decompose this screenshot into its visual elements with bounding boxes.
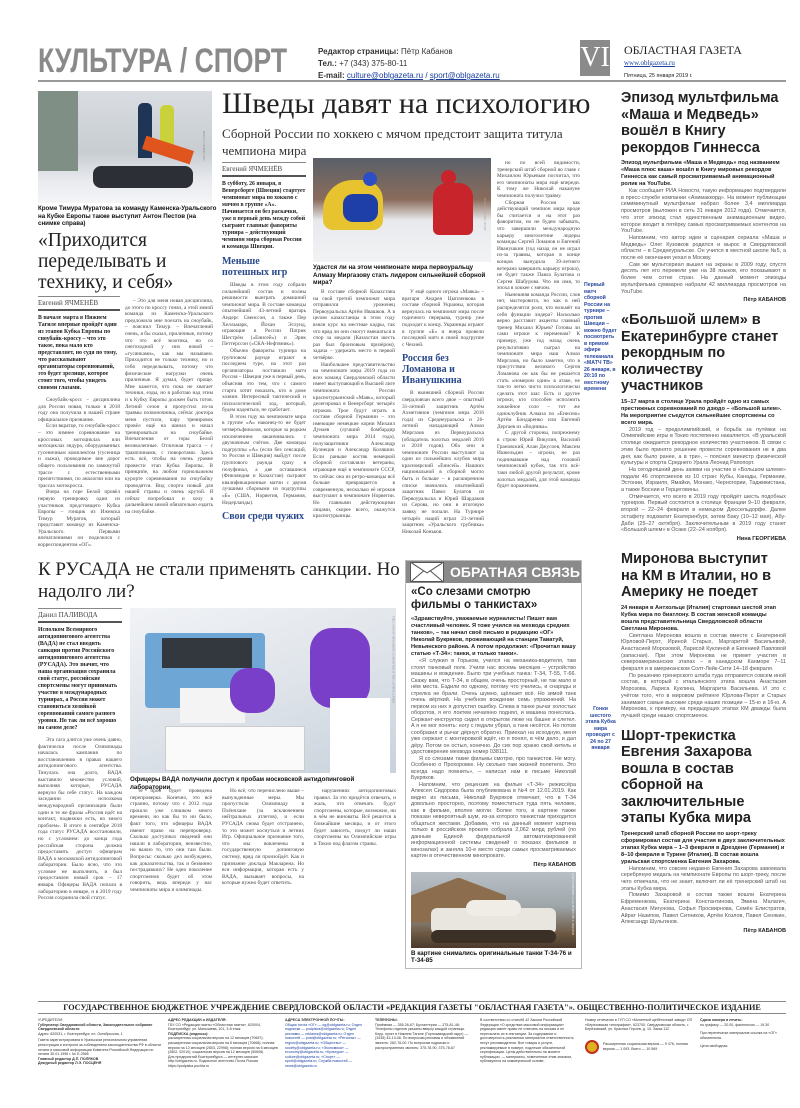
masha-headline: Эпизод мультфильма «Маша и Медведь» вошёл в Книгу рекордов Гиннесса	[621, 90, 779, 156]
feedback-box	[405, 560, 582, 969]
article-body	[313, 289, 395, 520]
imprint-printing	[585, 1018, 695, 1054]
byline: Данил ПАЛИВОДА	[38, 608, 122, 623]
paragraph: Как сообщает РИА Новости, такую информацию подтвердили в пресс-службе компании «Анимаккорд». На момент публикации семиминутный мультфильм набрал более 3,4 миллиарда просмотров (выложен в сеть 31 января 2012 года). Отмечается, что этот эпизод стал единственным анимационным видео, которое входит в пятёрку самых просматриваемых контентов на YouTube.	[621, 188, 786, 235]
paragraph: но по всей видимости, тренерский штаб сборной во главе с Михаилом Юрьевым посчитал, что его чемпионаты мира ещё впереди. К тому же Николай накануне чемпионата получил травму.	[497, 160, 580, 199]
paragraph: Эта сага длится уже очень давно, фактически после Олимпиады началась кампания по восстановлению в правах нашего антидопингового агентства. Тянулась она долго, ВАДА выставило множество условий, выполняя которые, РУСАДА вернуло бы себе статус. На каждом заседании исполкома международной организации были одни и те же фразы «Россия идёт на контакт, подвижки есть, но много проблем». В итоге в сентябре 2018 года статус РУСАДА восстановили, но с условием: до конца года российская сторона должна предоставить доступ офицерам ВАДА к московской антидопинговой лаборатории. Было ясно, что это условие не выполнить, и был предоставлен новый срок – 17 января. Офицеры ВАДА попали в лабораторию в январе, и в 2019 году Россия сохранила свой статус.	[38, 737, 122, 902]
tank-photo-caption: В картине снимались оригинальные танки Т-34-76 и Т-34-85	[411, 949, 572, 964]
tank-photo	[411, 872, 576, 948]
paragraph: Помимо Захаровой в состав также вошли Екатерина Ефременкова, Екатерина Константинова, Эмина Малагич, Анастасия Мигунова, Софья Просвирнова, Семён Елистратов, Айрат Назипов, Павел Ситников, Артём Козлов, Павел Сенякин, Александр Шульгинов.	[621, 892, 786, 926]
bandy-col-1	[222, 162, 306, 526]
article-body	[314, 788, 396, 847]
email-label: E-mail:	[318, 71, 345, 80]
paragraph: Обычно фавориты турнира на групповом раунде играют в последнем туре, на этот раз организаторы поставили матч Россия – Швеция уже в первый день, объясняя это тем, что с самого старта хотят показать, кто в доме хозяин. Интересный тактический и психологический ход, который, будем надеяться, не сработает.	[222, 347, 306, 414]
circulation: Расширенная социальная версия — 9 476, полная версия — 1 093. Всего — 10 569	[603, 1042, 688, 1051]
snowbike-caption: Кроме Тимура Муратова за команду Каменска-Уральского на Кубке Европы также выступит Антон Пестов (на снимке справа)	[38, 205, 217, 227]
photo-credit: ПРЕСС-СЛУЖБА ОКС	[202, 131, 206, 162]
paragraph: Напомним, что рецензия на фильм «Т-34» режиссёра Алексея Сидорова была опубликована в №4 от 12.01.2019. Как видно из письма, Николай Букряков отмечает, что в Т-34 довольно просторно, поэтому поместиться туда пять человек, как в фильме, вполне могли. Более того, в картине также показан невероятный шум, из-за которого танкистам приходится общаться жестами. Добавим, что на данный момент картина только в российском прокате собрала 2,062 млрд рублей (по данным Единой федеральной автоматизированной информационной системы сведений о показах фильмов в кинозалах) и заняла 10-е место среди самых просматриваемых картин в отечественном кинопрокате.	[411, 781, 576, 859]
judo-body	[621, 427, 786, 534]
imprint-title: ТЕЛЕФОНЫ:	[375, 1018, 398, 1022]
founders-address: Адрес: 620031, г. Екатеринбург, пл. Октябрьская, 1	[38, 1031, 123, 1036]
bandy-photo	[313, 158, 491, 262]
imprint-address	[168, 1018, 280, 1069]
paragraph: На сегодняшний день заявки на участие в «Большом шлеме» подали 46 спортсменов из 10 стран: Кубы, Канады, Германии, Эстонии, Израиля, Ямайки, Монако, Черногории, Таджикистана, а также Боснии и Герцеговины.	[621, 466, 786, 494]
imprint-title: ПОДПИСКА (индексы):	[168, 1031, 209, 1036]
lead: В субботу, 26 января, в Венерсборге (Швеция) стартует чемпионат мира по хоккею с мячом в группе «А». Начинается он без раскачки, уже в первый день между собой сыграют главные фавориты турнира – действующий чемпион мира сборная России и команда Швеции.	[222, 181, 306, 250]
paragraph: Отмечается, что всего в 2019 году пройдёт шесть подобных турниров. Первый состоится в столице Франции 9–10 февраля, второй – 22–24 февраля в немецком Дюссельдорфе. Далее эстафету подхватит Екатеринбург, затем Баку (10–12 мая), Абу-Даби (25–27 октября). Заключительным в 2019 году станет «Большой шлем» в Осаке (22–24 ноября).	[621, 493, 786, 534]
article-body	[222, 788, 304, 887]
judo-headline: «Большой шлем» в Екатеринбурге станет рекордным по количеству участников	[621, 312, 779, 395]
imprint-title: УЧРЕДИТЕЛИ:	[38, 1018, 64, 1022]
photo-credit: КАДР ИЗ ФИЛЬМА «Т-34», РЕЖИССЁР А. СИДОРОВ	[571, 872, 575, 935]
paragraph: Нынешняя команда России, слов нет, мастеровита, но как в ней распределятся роли, кто возьмёт на себя функции лидера? Насколько верно расставит акценты главный тренер Михаил Юрьев? Готовы ли сами игроки к переменам? К примеру, уже год назад очень результативно сыграл на чемпионате мира наш Алмаз Миргазов, но было заметно, что в присутствии великого Сергея Ломанова он как бы не решается стать «номером один» в атаке, не так-то легко чисто психологически сделать этот шаг. Есть и другие игроки, кто способен исполнить хоккейное соло – тот же одноклубник Алмаза по «Енисею» Артём Бондаренко или Евгений Дергаев из «Водника».	[497, 291, 580, 430]
section-rubric: КУЛЬТУРА / СПОРТ	[38, 42, 288, 80]
feedback-lead: «Здравствуйте, уважаемые журналисты! Пишет вам счастливый человек. Я тоже учился на мехвода средних танков», – так начал своё письмо в редакцию «ОГ» Николай Букряков, проживающий на станции Таватуй, Невьянского района. А потом продолжил: «Прочитал вашу статью «Т-34»: танки, и только танки».	[411, 616, 576, 657]
paragraph: 2019 год – предолимпийский, и борьба за путёвки на Олимпийские игры в Токио постепенно накаляется. «В уральской столице ожидается рекордное количество участников. В связи с этим было принято решение провести соревнования не в два дня, как было ранее, а в три», – пояснил министр физической культуры и спорта Среднего Урала Леонид Рапопорт.	[621, 426, 786, 467]
editor-info	[318, 46, 500, 82]
site-link[interactable]: www.oblgazeta.ru	[624, 59, 675, 67]
bandy-headline: Шведы давят на психологию	[222, 87, 591, 120]
emails: Общая почта «ОГ» — og@oblgazeta.ru; Отдел подписки — podpiska@oblgazeta.ru; Отдел рекламы — reklama@oblgazeta.ru; Отдел новостей — post@oblgazeta.ru; «Регионы» — region@oblgazeta.ru; «Общество» — society@oblgazeta.ru; «Экономика» — economy@oblgazeta.ru; «Культура» — culture@oblgazeta.ru; «Спорт» — sport@oblgazeta.ru; Служба новостей — news@oblgazeta.ru	[285, 1022, 362, 1068]
imprint-legal: В соответствии со статьёй 42 Закона Российской Федерации «О средствах массовой информации» редакция имеет право не отвечать на письма и не пересылать их в инстанции. За содержание и достоверность рекламных материалов ответственность несут рекламодатели. Все товары и услуги, рекламируемые в номере, подлежат обязательной сертификации. Цены действительны на момент публикации. — материалы, помеченные этим значком, публикуются на коммерческой основе.	[480, 1018, 574, 1064]
photo-credit: THE LONDON ORGANISING COMMITTEE OF THE OLYMPIC GAMES	[391, 616, 395, 704]
tel: +7 (343) 375-80-11	[339, 59, 408, 68]
byline: Евгений ЯЧМЕНЁВ	[222, 162, 306, 177]
deadline: по графику — 20.00, фактически — 19.30	[700, 1022, 770, 1027]
zakharova-lead: Тренерский штаб сборной России по шорт-треку сформировал состав для участия в двух заключительных этапах Кубка мира – 1–3 февраля в Дрездене (Германия) и 8–10 февраля в Турине (Италия). В состав вошла уральская спортсменка Евгения Захарова.	[621, 830, 785, 865]
masha-lead: Эпизод мультфильма «Маша и Медведь» под названием «Маша плюс каша» вошёл в Книгу мировых рекордов Гиннесса как самый просматриваемый анимационный ролик на YouTube.	[621, 160, 780, 187]
paragraph: Я со слезами такие фильмы смотрю, про танкистов. Не могу. Особенно о Прохоровке. Ну сколько там жизней полетело. Это всегда надо помнить», – написал нам в письме Николай Букряков.	[411, 755, 576, 781]
mironova-headline: Миронова выступит на КМ в Италии, но в Америку не поедет	[621, 551, 771, 600]
paragraph: У ещё одного игрока «Маяка» – вратаря Андрея Цыпленкова в составе сборной Украины, которая вернулась на чемпионат мира после годичного перерыва, турнир уже подходит к концу. Украинцы играют в группе «Б» и вчера провели последний матч в своей подгруппе с Чехией.	[402, 289, 484, 348]
editor-name: Пётр Кабанов	[401, 47, 453, 56]
article-body	[38, 737, 122, 902]
lab-photo-caption: Офицеры ВАДА получили доступ к пробам московской антидопинговой лаборатории	[130, 776, 355, 791]
biathlon-note: Гонки шестого этапа Кубка мира проводят с 24 по 27 января	[585, 706, 616, 751]
subheading: Свои среди чужих	[222, 511, 304, 523]
article-body	[125, 298, 213, 516]
zakharova-headline: Шорт-трекистка Евгения Захарова вошла в состав сборной на заключительные этапы Кубка мира	[621, 727, 752, 827]
paragraph: В этом году на чемпионате мира в группе «А» наконец-то не будет четвертьфиналов, которые за редким исключением заканчивались с двузначным счётом. Две команды подгруппы «А» (если без сенсаций, то Россия и Швеция) выйдут после группового раунда сразу в полуфинал, а две оставшиеся (Финляндия и Казахстан) сыграют квалификационные матчи с двумя лучшими сборными из подгруппы «Б» (США, Норвегия, Германия, Нидерланды).	[222, 413, 306, 506]
paragraph: Наибольшее представительство на чемпионате мира 2019 года из всех команд Свердловской области имеет выступающий в Высшей лиге чемпионата России краснотурьинский «Маяк», который делегировал в Венерсборг четырёх игроков. Трое будут играть в составе сборной Германии – это имеющие немецкие корни Михаил Дунаев (лучший бомбардир чемпионата мира 2014 года), полузащитники Александр Кузнецов и Александр Коляшин. Если раньше костяк немецкой сборной составляли ветераны, играющие ещё в чемпионате СССР, то сейчас она из ретро-команды всё больше превращается в современную, несколько её игроков выступают в чемпионате Норвегии. Но главными действующими лицами, скорее всего, окажутся краснотурьинцы.	[313, 361, 395, 520]
email-culture-link[interactable]: culture@oblgazeta.ru	[346, 71, 424, 80]
mironova-lead: 24 января в Антхольце (Италия) стартовал шестой этап Кубка мира по биатлону. В состав женской команды вошла представительница Свердловской области Светлана Миронова.	[621, 604, 777, 632]
founders: Губернатор Свердловской области, Законодательное собрание Свердловской области	[38, 1022, 153, 1032]
paragraph: «Я служил в Горьком, учился на механика-водителя, там стоял танковый полк. Учили нас восемь месяцев – устройство машины и вождение. Было три учебных танка: Т-34, Т-55, Т-66. Скажу вам, что Т-34, в общем, очень просторный, не так мало в нём места. Ездили по одному, потому что учились, и снаряды и стрелка не брали. Очень шумно, щёлкает всё. Но зимой танк очень вёрткий. На учебном вождении семь упражнений. На первом из них я допустил ошибку. Слева в танке рычаг холостых оборотов, я его локтем нечаянно поднял, и машина понеслась. Сержант-инструктор сидел в открытом люке на башне и слетел. А я не мог понять: ногу с педали убрал, а танк несётся. Но потом сообразил и рычаг дёрнул обратно. Приехал на исходную, меня уже сержант с монтировкой ждёт, но я понял, в чём дело, и дал дёру. Потом он остыл, конечно. До сих пор храню свой китель и удостоверение мехвода номер 038111.	[411, 658, 576, 755]
paragraph: Напомним, что совсем недавно Евгения Захарова завоевала серебряную медаль на чемпионате Европы по шорт-треку, после чего отмечала, что не знает, включит ли её тренерский штаб на этапы Кубка мира.	[621, 865, 786, 892]
feedback-headline: «Со слезами смотрю фильмы о танкистах»	[411, 586, 538, 611]
snowbike-lead-col	[38, 296, 120, 549]
paragraph: По решению тренерского штаба туда отправится совсем иной состав, в который с итальянского этапа вошла Анастасия Морозова, Лариса Куклина, Маргарита Васильева. И это с учётом того, что в мировом рейтинге Юрлова-Перхт и Старых занимают самые высокие среди наших позиции – 15-ю и 16-ю. А Миронова, к примеру, на предыдущих этапах КМ дважды была лучшей среди наших спортсменок.	[621, 672, 786, 719]
article-body	[497, 160, 580, 490]
article-body	[130, 788, 212, 894]
imprint-deadline	[700, 1018, 786, 1049]
mironova-body	[621, 633, 786, 720]
envelope-icon	[410, 562, 444, 582]
duty-editor: Дежурный редактор Л.Э. ПОСЦЕНЯ	[38, 1061, 102, 1066]
phones: Приёмная — 355-26-67; Бухгалтерия — 375-81-48; Телефоны отделов указаны вверху каждой страницы. Корр. пункт в Нижнем Тагиле (Горнозаводский округ) — (3435) 43-13-08. По вопросам рекламы и объявлений звонить: 262-76-00. По вопросам подписки и распространения звонить: 375-78-90, 375-78-67	[375, 1022, 469, 1050]
paragraph: те проб будет проведена перепроверка. Конечно, это всё странно, потому что с 2012 года прошло уже слишком много времени, но как бы то ни было, факт того, что офицеры ВАДА имеют право на перепроверку. Сколько доступных сведений они нашли в лаборатории, неизвестно, но важно то, что они там были. Вопросы: сколько дел возбуждено, как доказательства, так и безвинно пострадавших? Не одно поколение спортсменов будет об этом говорить, ведь впереди у нас чемпионаты мира и олимпиады.	[130, 788, 212, 893]
feedback-header	[406, 561, 581, 583]
article-body	[38, 397, 120, 549]
email-sport-link[interactable]: sport@oblgazeta.ru	[429, 71, 500, 80]
paragraph: В нынешней сборной России свердловчан всего двое – опытный 31-летний защитник Артём Ахметзянов (чемпион мира 2016 года) из Среднеуральска и 26-летний нападающий Алмаз Миргазов из Первоуральска (обладатель золотых медалей 2016 и 2018 годов). Оба они в чемпионате России выступают за один из сильнейших клубов мира красноярский «Енисей». Нашних национальной в сборной могло быть и больше – в расширенном списке значились опытнейший защитник Павел Булатов из Первоуральска и Юрий Шардаков из Серова, но они в итоговую заявку не попали. На Турнире четырёх наций играл 21-летний защитник «Уральского трубника» Николай Коньков.	[402, 390, 484, 535]
article-body	[222, 282, 306, 506]
address: ГБУ СО «Редакция газеты «Областная газета», 620004, Екатеринбург, ул. Малышева, 101, 3-й этаж	[168, 1022, 261, 1032]
signature: Пётр КАБАНОВ	[533, 861, 576, 868]
paragraph: С другой стороны, попрежнему в строю Юрий Викулин, Василий Грановский, Алан Джусоев, Максим Ишкельдин – игроки, не раз поднимавшие над головой чемпионский кубок, так что всё-таки любой другой результат, кроме золотых медалей, для этой команды будет поражением.	[497, 430, 580, 490]
email-sep: /	[425, 71, 428, 80]
bandy-col-3	[402, 289, 484, 535]
rusada-headline: К РУСАДА не стали применять санкции. Но надолго ли?	[38, 559, 400, 602]
paragraph: Сноубайк-кросс – дисциплина для России новая, только в 2018 году она получила в нашей стране официальное признание.	[38, 397, 120, 423]
imprint-title: Сдача номера в печать:	[700, 1018, 743, 1022]
subscription-online: Для предприятий Екатеринбурга — интернет-магазин http://oblgazeta.ru. Подписное агентство Почта России https://podpiska.pochta.ru	[168, 1054, 259, 1068]
editor-label: Редактор страницы:	[318, 47, 399, 56]
feedback-content	[406, 583, 581, 968]
price: Цена свободная.	[700, 1044, 729, 1049]
header-divider	[38, 80, 786, 82]
publisher-banner: ГОСУДАРСТВЕННОЕ БЮДЖЕТНОЕ УЧРЕЖДЕНИЕ СВЕРДЛОВСКОЙ ОБЛАСТИ «РЕДАКЦИЯ ГАЗЕТЫ "ОБЛАСТНАЯ ГАЗЕТА"». ОБЩЕСТВЕННО-ПОЛИТИЧЕСКОЕ ИЗДАНИЕ	[38, 1001, 786, 1014]
lab-photo	[130, 608, 396, 773]
paper-name: ОБЛАСТНАЯ ГАЗЕТА	[624, 43, 742, 57]
rusada-lead-col	[38, 608, 122, 902]
page-number: VI	[580, 40, 610, 76]
paragraph: Шведы в этом году собрали сильнейший состав и полны решимости выиграть домашний чемпионат мира. В составе команды опытнейший 43-летний вратарь Андерс Свенссон, а также Пер Хелльмарк, Йохан Эслунд, играющие в России Патрик Шестрём («Енисей») и Эрик Петтерссон («СКА-Нефтяник»).	[222, 282, 306, 348]
imprint-phones	[375, 1018, 475, 1050]
signature: Пётр КАБАНОВ	[743, 297, 786, 304]
masha-body	[621, 188, 786, 295]
paragraph: – Это для меня новая дисциплина, до этого по кроссу гонял, а этой зимой команда из Каменска-Уральского предложила мне поехать на сноубайк, – пояснил Тимур. – Впечатлений очень, я бы сказал, приличные, потому что это всё экзотика, но со снегоходной у них новой – «гусянками», как мы называем. Приходится не только технику, но и себя переделывать, потому что физические нагрузки очень приличные. Я думал, будет проще. Мне кажется, что пока не хватает техники, езды, но я работаю над этим и к Кубку Европы должен быть готов. Летний сезон я пропустил из-за травмы позвоночника, сейчас доктора меня пустили, пару тренировок провёл ещё на шинах и начал тренироваться на сноубайке. Впечатления от горы Белой великолепные. Отличная трасса – с трамплинами, с поворотами. Здесь есть всё, чтобы на очень уровне провести этап Кубка Европы. В принципе, на любом горнолыжном курорте соревнования по сноубайку проводятся. Вид спорта новый для нашей страны и очень крутой. Я сейчас попробовал и хочу в дальнейшем зимой обязательно ездить на сноубайке.	[125, 298, 213, 515]
paragraph: Вчера на горе Белой провёл первую тренировку один из участников предстоящего Кубка Европы – гонщик из Ижевска Тимур Муратов, который представит команду из Каменска-Уральского. Первыми впечатлениями он поделился с корреспондентом «ОГ».	[38, 489, 120, 549]
quality-seal-icon	[585, 1040, 599, 1054]
reprint-note: При перепечатке материалов ссылка на «ОГ» обязательна.	[700, 1031, 777, 1040]
paragraph: Но всё, что перечислено выше – вынужденные меры. Мы пропустили Олимпиаду в Пхёнчхане (за исключением нейтральных атлетов), и если РУСАДА снова будет отстранено, то это может коснуться и летних Игр. Официальное признание того, что мы вовлечены в государственную допинговую систему, вряд ли произойдёт. Как и признание доклада Макларена. Но вся информация, которая есть у ВАДА, вызывает вопросы, на которые нужно будет ответить.	[222, 788, 304, 887]
bandy-photo-caption: Удастся ли на этом чемпионате мира первоуральцу Алмазу Миргазову стать лидером сильнейшей сборной мира?	[313, 264, 486, 286]
photo-credit: ПРЕСС-СЛУЖБА ФХМР	[483, 198, 487, 231]
signature: Нина ГЕОРГИЕВА	[736, 536, 786, 542]
imprint-emails	[285, 1018, 370, 1069]
imprint-title: АДРЕС РЕДАКЦИИ и ИЗДАТЕЛЯ:	[168, 1018, 227, 1022]
broadcast-note: Первый матч сборной России на турнире – против Швеции – можно будет посмотреть в прямом эфире телеканала «МАТЧ ТВ» 26 января, в 20:10 по местному времени	[584, 282, 617, 392]
article-body	[402, 289, 484, 348]
zakharova-body	[621, 866, 786, 926]
byline: Евгений ЯЧМЕНЁВ	[38, 296, 120, 311]
judo-lead: 15–17 марта в столице Урала пройдёт одно из самых престижных соревнований по дзюдо – «Большой шлем». На мероприятие съедутся сильнейшие спортсмены со всего мира.	[621, 398, 782, 426]
paragraph: Напомним, что автор идеи и сценария сериала «Маша и Медведь» Олег Кузовков родился и вырос в Свердловской области – в Среднеуральске. Он учился в местной школе №5, а после её окончания уехал в Москву.	[621, 234, 786, 262]
chief-editor: Главный редактор Д.П. ПОЛЯКОВ	[38, 1056, 99, 1061]
subheading: Меньше потешных игр	[222, 256, 288, 278]
subscription: расширенная социальная версия на 12 месяцев (70667); расширенная социальная версия на 6 месяцев (70668); полная версия на 12 месяцев (2803, 22998); полная версия на 6 месяцев (2802, 02010); социальная версия на 12 месяцев (50608)	[168, 1036, 278, 1055]
bandy-subheadline: Сборной России по хоккею с мячом предстоит защита титула чемпиона мира	[222, 126, 563, 158]
feedback-body	[411, 658, 576, 860]
signature: Пётр КАБАНОВ	[743, 927, 786, 934]
paragraph: Светлана Миронова вошла в состав вместе с Екатериной Юрловой-Перхт, Ириной Старых, Маргаритой Васильевой, Анастасией Морозовой, Ларисой Куклиной и Евгенией Павловой (запасная). При этом Миронова не примет участия в североамериканских этапах – в канадском Канморе 7–11 февраля и в американском Солт-Лейк-Сити 14–18 февраля.	[621, 632, 786, 673]
snowbike-headline: «Приходится переделывать и технику, и себя»	[38, 230, 174, 293]
paragraph: В составе сборной Казахстана на свой третий чемпионат мира отправился уроженец Первоуральска Артём Ивашков. А в целом казахстанцы в этом году взяли курс на местные кадры, так что вряд ли они смогут вмешаться в спор за медали (Казахстан шесть раз был бронзовым призёром), задача – удержать место в первой четвёрке.	[313, 289, 395, 361]
article-body	[402, 390, 484, 535]
issue-date: Пятница, 25 января 2019 г.	[624, 73, 693, 79]
imprint-founders	[38, 1018, 163, 1066]
registration: Газета зарегистрирована в Уральском региональном управлении регистрации и контроля за соблюдением законодательства РФ в области печати и массовой информации Комитета Российской Федерации по печати 30.01.1996 г. № Е-2566	[38, 1038, 162, 1057]
snowbike-photo	[38, 91, 212, 203]
feedback-section-title: ОБРАТНАЯ СВЯЗЬ	[450, 564, 580, 580]
printed-by: Номер отпечатан в ГУП СО «Монетный щебёночный завод» ОП «Березовская типография», 623700, Свердловская область, г. Берёзовский, ул. Красных Героев, д. 10. Заказ 112	[585, 1018, 693, 1032]
imprint-title: АДРЕСА ЭЛЕКТРОННОЙ ПОЧТЫ:	[285, 1018, 345, 1022]
lead: В начале марта в Нижнем Тагиле впервые пройдёт один из этапов Кубка Европы по сноубайк-кроссу – что это такое, пока мало кто представляет, но судя по тому, что рассказывают организаторы соревнований, это будет зрелище, которое стоит того, чтобы увидеть своими глазами.	[38, 315, 117, 391]
paragraph: нарушениях антидопинговых правил. За это придётся отвечать, и жаль, что отвечать будут спортсмены, которые, возможно, ни в чём не виноваты. Всё решится в ближайшие месяцы, и от этого будет зависеть, поедут ли наши спортсмены на Олимпийские игры в Токио под флагом страны.	[314, 788, 396, 847]
masthead	[624, 44, 742, 83]
tel-label: Тел.:	[318, 59, 337, 68]
paragraph: Если вкратце, то сноубайк-кросс – это зимнее соревнование на кроссовых мотоциклах или мотоциклах эндуро, оборудованных гусеничным комплектом (гусеница и лыжа), проводимое вне дорог общего пользования по замкнутой трассе с естественными препятствиями, по аналогии или на трассах мотокросса.	[38, 423, 120, 489]
right-column	[621, 90, 786, 935]
lead: Исполком Всемирного антидопингового агентства (ВАДА) не стал вводить санкции против Российского антидопингового агентства (РУСАДА). Это значит, что наша организация сохранила свой статус, российские спортсмены могут принимать участие в международных турнирах, а Россия может становиться хозяйкой соревнований самого разного уровня. Но так ли всё хорошо на самом деле?	[38, 627, 118, 731]
subheading: Россия без Ломанова и Иванушкина	[402, 353, 462, 387]
paragraph: Сам же мультсериал вышел на экраны в 2009 году, спустя десять лет его перевели уже на 38 языков, его показывают в более чем сотне стран. На данный момент эпизоды мультфильма суммарно набрали 42 миллиарда просмотров на YouTube.	[621, 261, 786, 295]
paragraph: Сборная России как действующий чемпион мира вроде бы считается и на этот раз фаворитом, но не будем забывать, что завершили международную карьеру многолетние лидеры команды Сергей Ломанов и Евгений Иванушкин (год назад он не играл из-за травмы, которая в конце концов вынудила 39-летнего ветерана завершить карьеру игрока), не будет также Павла Булатова и Сергея Шабурова. Что ни имя, то эпоха в хоккее с мячом.	[497, 199, 580, 292]
